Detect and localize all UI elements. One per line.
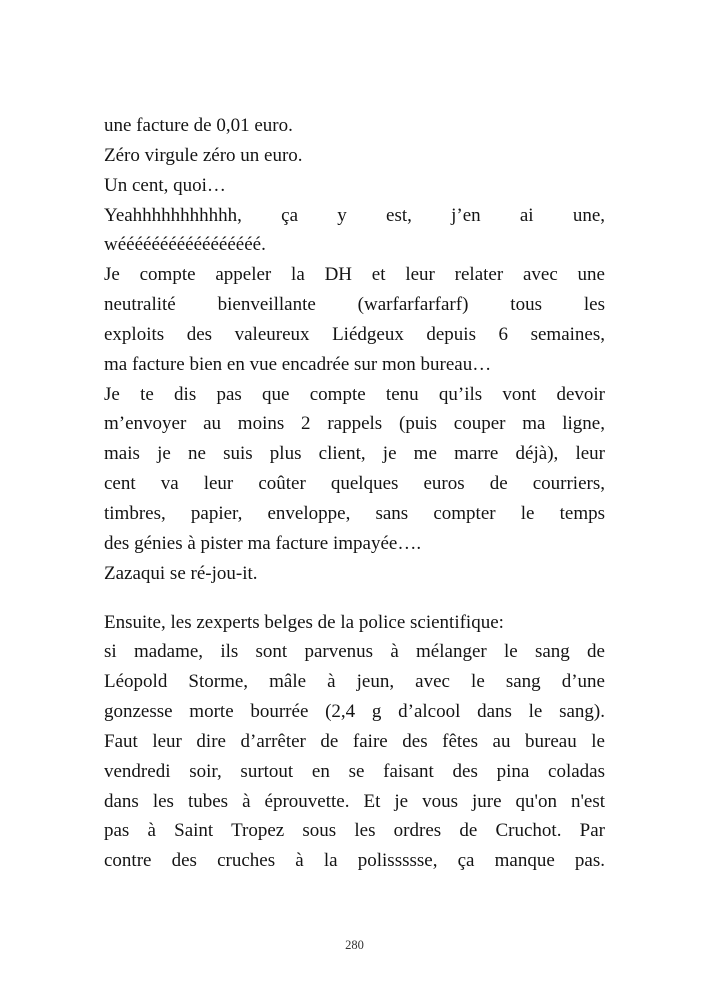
text-line: Léopold Storme, mâle à jeun, avec le sang d’une [104,671,605,693]
text-line: gonzesse morte bourrée (2,4 g d’alcool dans le sang). [104,701,605,723]
text-line: cent va leur coûter quelques euros de courriers, [104,473,605,495]
page-number: 280 [345,938,364,952]
paragraph-block-2 [104,608,605,877]
text-line: une facture de 0,01 euro. [104,115,293,136]
text-line: mais je ne suis plus client, je me marre déjà), leur [104,443,605,465]
text-line: Ensuite, les zexperts belges de la police scientifique: [104,611,504,633]
text-line: wééééééééééééééééé. [104,234,266,256]
text-line: timbres, papier, enveloppe, sans compter le temps [104,502,605,524]
text-line: Un cent, quoi… [104,174,226,196]
text-line: Je te dis pas que compte tenu qu’ils vont devoir [104,383,605,405]
text-line: m’envoyer au moins 2 rappels (puis couper ma ligne, [104,413,605,435]
text-line: dans les tubes à éprouvette. Et je vous jure qu'on n'est [104,790,605,812]
page-text [104,111,605,876]
text-line: Je compte appeler la DH et leur relater avec une [104,264,605,286]
text-line: Zéro virgule zéro un euro. [104,144,303,166]
text-line: des génies à pister ma facture impayée…. [104,532,422,554]
paragraph-block-1 [104,111,605,589]
text-line: neutralité bienveillante (warfarfarfarf) tous les [104,294,605,316]
text-line: Yeahhhhhhhhhhh, ça y est, j’en ai une, [104,204,605,226]
text-line: Zazaqui se ré-jou-it. [104,562,258,584]
text-line: ma facture bien en vue encadrée sur mon bureau… [104,353,492,375]
text-line: vendredi soir, surtout en se faisant des pina coladas [104,760,605,782]
text-line: pas à Saint Tropez sous les ordres de Cruchot. Par [104,820,605,842]
text-line: contre des cruches à la polissssse, ça manque pas. [104,850,605,872]
text-line: si madame, ils sont parvenus à mélanger le sang de [104,641,605,663]
text-line: exploits des valeureux Liédgeux depuis 6 semaines, [104,323,605,345]
text-line: Faut leur dire d’arrêter de faire des fêtes au bureau le [104,730,605,752]
